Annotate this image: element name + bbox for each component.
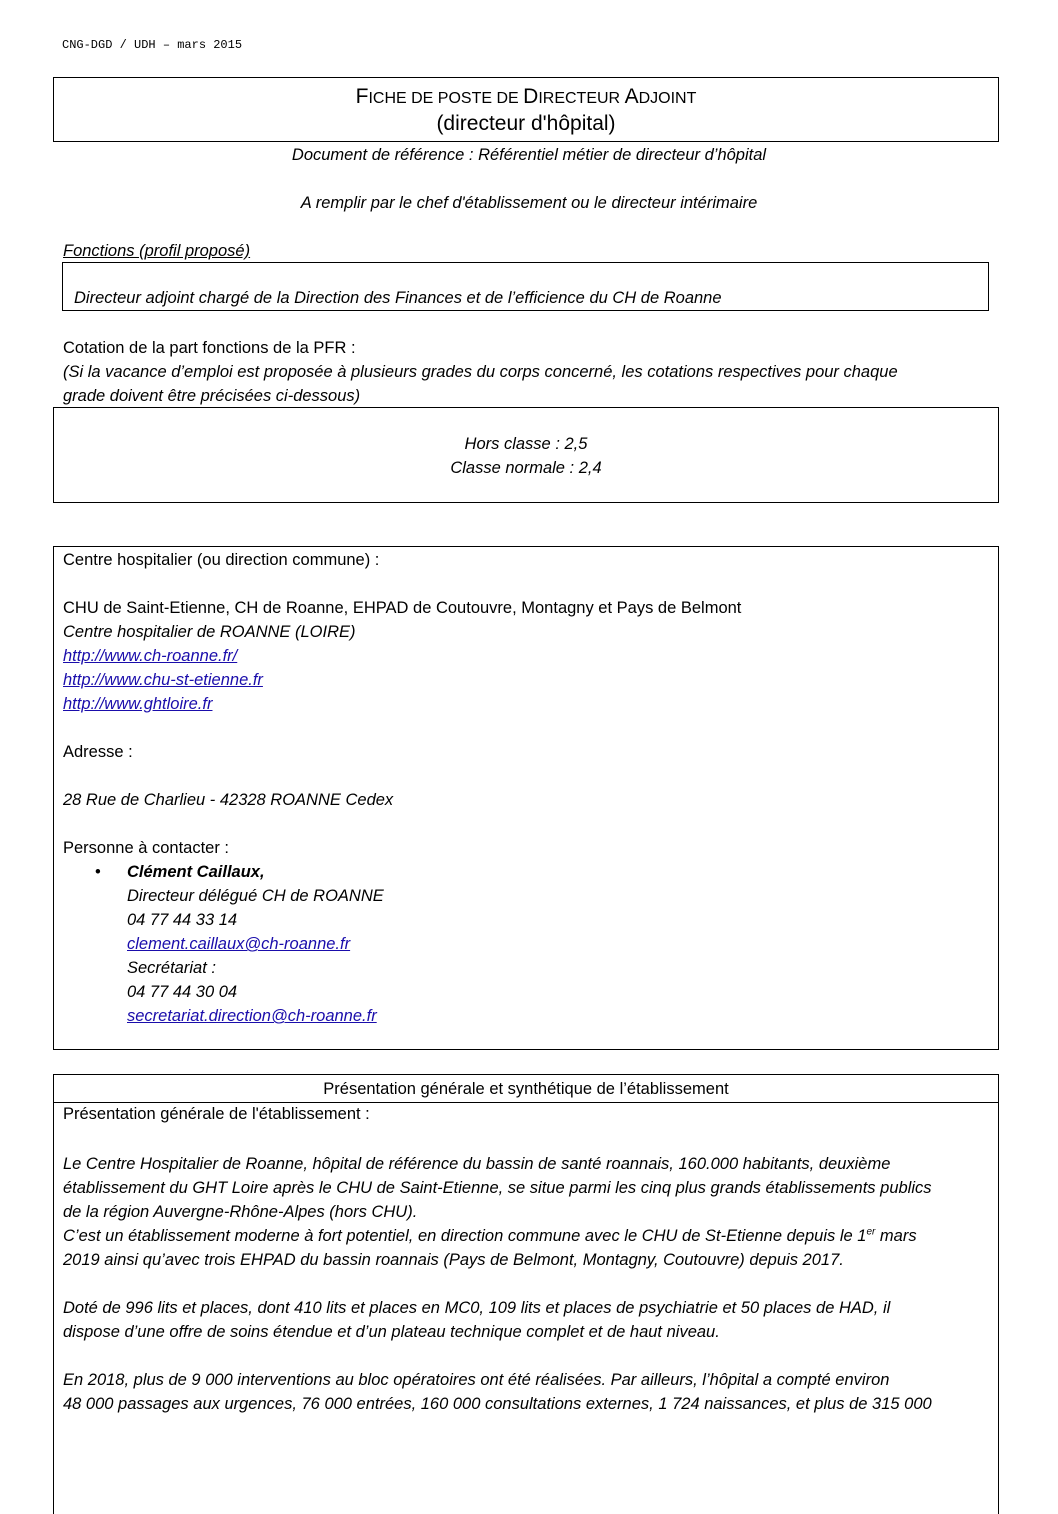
contact-name: Clément Caillaux, [127, 863, 265, 881]
contact-label: Personne à contacter : [63, 839, 230, 857]
title-box [53, 77, 999, 142]
secretariat-phone: 04 77 44 30 04 [127, 983, 238, 1001]
establishment-location: Centre hospitalier de ROANNE (LOIRE) [63, 623, 356, 641]
presentation-p2-line2: 2019 ainsi qu’avec trois EHPAD du bassin roannais (Pays de Belmont, Montagny, Coutouvre) depuis 2017. [63, 1251, 844, 1269]
pfr-hors-classe: Hors classe : 2,5 [464, 435, 588, 453]
link-ch-roanne[interactable]: http://www.ch-roanne.fr/ [63, 647, 238, 665]
functions-box [62, 262, 989, 311]
pfr-label: Cotation de la part fonctions de la PFR : [63, 339, 356, 357]
functions-label: Fonctions (profil proposé) [63, 242, 251, 260]
presentation-p2-line1: C’est un établissement moderne à fort potentiel, en direction commune avec le CHU de St-Etienne depuis le 1er mars [63, 1226, 917, 1245]
presentation-p1-line2: établissement du GHT Loire après le CHU de Saint-Etienne, se situe parmi les cinq plus grands établissements publics [63, 1179, 932, 1197]
link-chu-st-etienne[interactable]: http://www.chu-st-etienne.fr [63, 671, 263, 689]
establishment-names: CHU de Saint-Etienne, CH de Roanne, EHPAD de Coutouvre, Montagny et Pays de Belmont [63, 599, 742, 617]
address-value: 28 Rue de Charlieu - 42328 ROANNE Cedex [63, 791, 394, 809]
secretariat-label: Secrétariat : [127, 959, 216, 977]
pfr-box [53, 407, 999, 503]
document-reference: Document de référence : Référentiel métier de directeur d’hôpital [291, 146, 767, 164]
document-header-code: CNG-DGD / UDH – mars 2015 [62, 38, 243, 52]
pfr-note-line1: (Si la vacance d’emploi est proposée à plusieurs grades du corps concerné, les cotations respectives pour chaque [63, 363, 898, 381]
link-ghtloire[interactable]: http://www.ghtloire.fr [63, 695, 213, 713]
contact-role: Directeur délégué CH de ROANNE [127, 887, 384, 905]
contact-email-link[interactable]: clement.caillaux@ch-roanne.fr [127, 935, 351, 953]
functions-value: Directeur adjoint chargé de la Direction des Finances et de l’efficience du CH de Roanne [74, 289, 722, 307]
secretariat-email-link[interactable]: secretariat.direction@ch-roanne.fr [127, 1007, 377, 1025]
presentation-p3-line1: Doté de 996 lits et places, dont 410 lits et places en MC0, 109 lits et places de psychiatrie et 50 places de HAD, il [63, 1299, 891, 1317]
presentation-p3-line2: dispose d’une offre de soins étendue et d’un plateau technique complet et de haut niveau. [63, 1323, 720, 1341]
page-title: FICHE DE POSTE DE DIRECTEUR ADJOINT [355, 85, 697, 108]
fill-instruction: A remplir par le chef d'établissement ou le directeur intérimaire [300, 194, 758, 212]
presentation-subheading: Présentation générale de l'établissement : [63, 1105, 370, 1123]
address-label: Adresse : [63, 743, 133, 761]
presentation-box [53, 1074, 999, 1514]
presentation-p1-line1: Le Centre Hospitalier de Roanne, hôpital de référence du bassin de santé roannais, 160.000 habitants, deuxième [63, 1155, 891, 1173]
establishment-label: Centre hospitalier (ou direction commune) : [63, 551, 380, 569]
pfr-note-line2: grade doivent être précisées ci-dessous) [63, 387, 361, 405]
contact-phone: 04 77 44 33 14 [127, 911, 238, 929]
page-subtitle: (directeur d'hôpital) [436, 112, 616, 135]
presentation-p4-line2: 48 000 passages aux urgences, 76 000 entrées, 160 000 consultations externes, 1 724 naissances, et plus de 315 000 [63, 1395, 932, 1413]
presentation-p1-line3: de la région Auvergne-Rhône-Alpes (hors CHU). [63, 1203, 418, 1221]
presentation-heading: Présentation générale et synthétique de l’établissement [323, 1080, 729, 1098]
establishment-box [53, 546, 999, 1050]
presentation-p4-line1: En 2018, plus de 9 000 interventions au bloc opératoires ont été réalisées. Par ailleurs, l’hôpital a compté environ [63, 1371, 890, 1389]
pfr-classe-normale: Classe normale : 2,4 [450, 459, 602, 477]
contact-bullet: • [95, 863, 101, 881]
